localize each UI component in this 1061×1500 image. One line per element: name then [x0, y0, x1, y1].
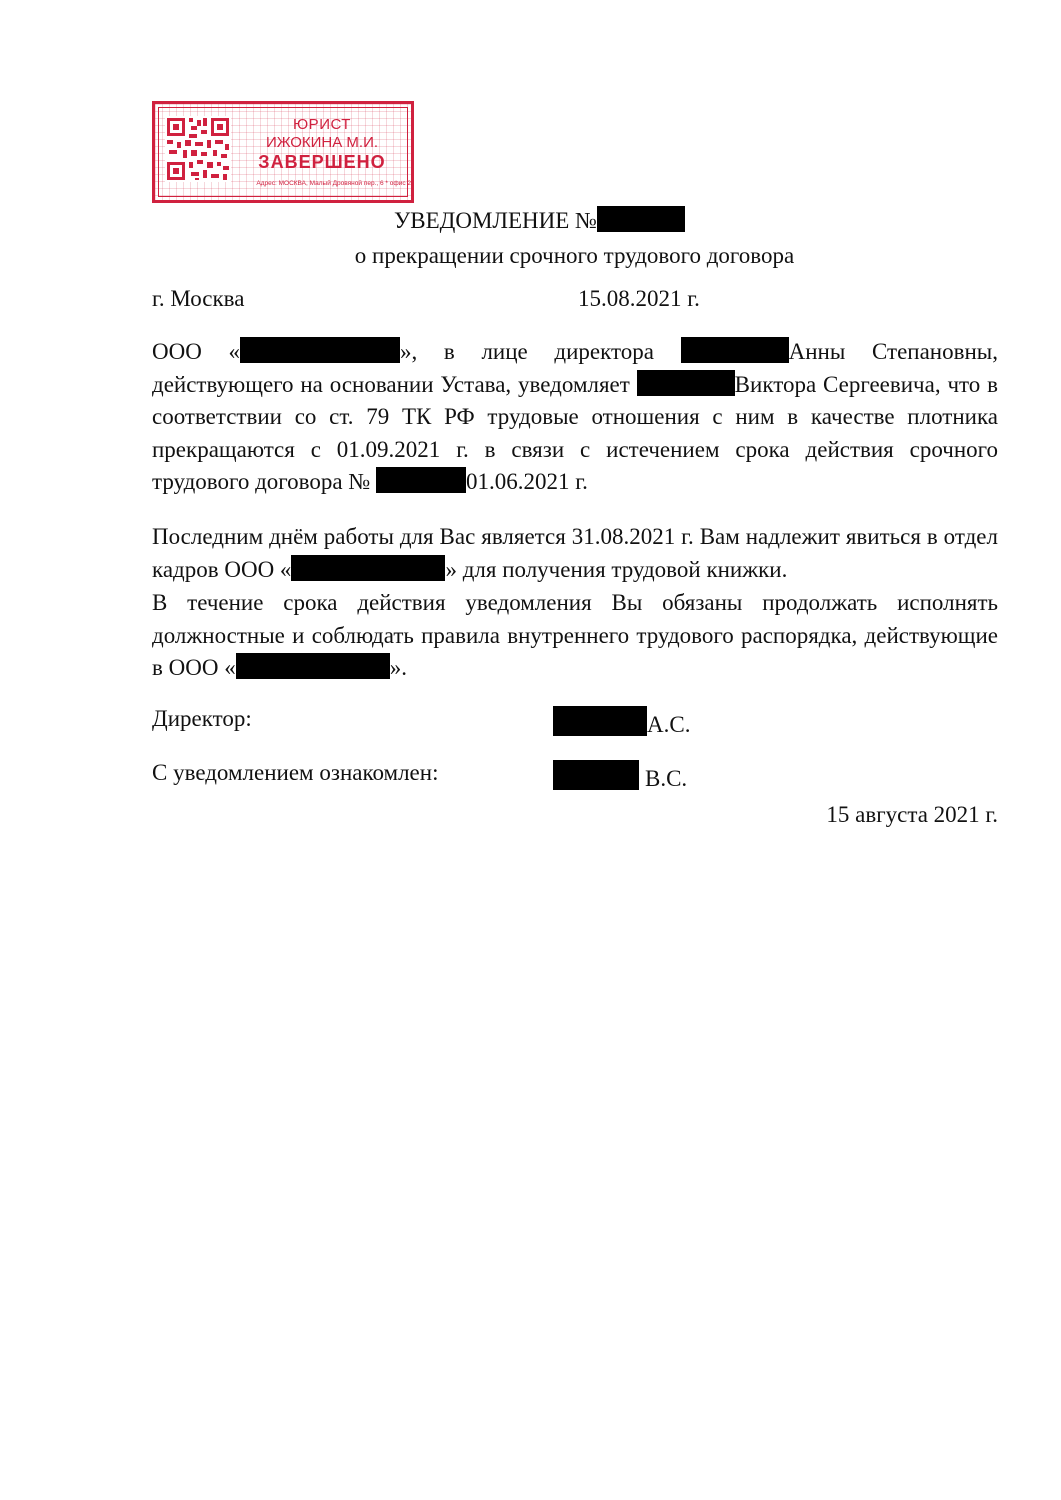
redacted-employee-surname [553, 760, 639, 790]
lawyer-stamp [152, 101, 414, 203]
document-title: УВЕДОМЛЕНИЕ № [0, 206, 1061, 234]
document-subtitle: о прекращении срочного трудового договора [354, 243, 795, 268]
redacted-number [597, 206, 685, 232]
director-signature: А.С. [553, 706, 690, 738]
redacted-director-surname [553, 706, 647, 736]
document-city: г. Москва [152, 286, 245, 311]
director-label: Директор: [152, 706, 252, 731]
employee-signature: В.С. [553, 760, 687, 792]
stamp-line-name: ИЖОКИНА М.И. [265, 134, 379, 151]
acknowledgement-label: С уведомлением ознакомлен: [152, 760, 439, 785]
redacted-company-name [291, 555, 445, 581]
stamp-line-role: ЮРИСТ [293, 116, 351, 133]
redacted-company-name [236, 653, 390, 679]
redacted-company-name [240, 337, 400, 363]
stamp-line-status: ЗАВЕРШЕНО [258, 152, 386, 172]
paragraph-last-day: Последним днём работы для Вас является 31.08.2021 г. Вам надлежит явиться в отдел кадров ООО « » для получения трудовой книжки. [152, 524, 998, 582]
redacted-employee-surname [637, 370, 735, 396]
paragraph-obligations: В течение срока действия уведомления Вы обязаны продолжать исполнять должностные и соблюдать правила внутреннего трудового распорядка, действующие в ООО « ». [152, 590, 998, 680]
qr-code-icon [165, 116, 231, 182]
paragraph-notice: ООО « », в лице директора Анны Степановны, действующего на основании Устава, уведомляет Виктора Сергеевича, что в соответствии со ст. 79 ТК РФ трудовые отношения с ним в качестве плотника прекращаются с 01.09.2021 г. в связи с истечением срока действия срочного трудового договора № 01.06.2021 г. [152, 339, 998, 494]
redacted-contract-number [376, 467, 466, 493]
stamp-address: Адрес: МОСКВА, Малый Дровяной пер., 6 * офис 2 [256, 180, 411, 187]
document-date: 15.08.2021 г. [578, 286, 700, 311]
closing-date: 15 августа 2021 г. [826, 802, 998, 827]
redacted-director-surname [681, 337, 789, 363]
